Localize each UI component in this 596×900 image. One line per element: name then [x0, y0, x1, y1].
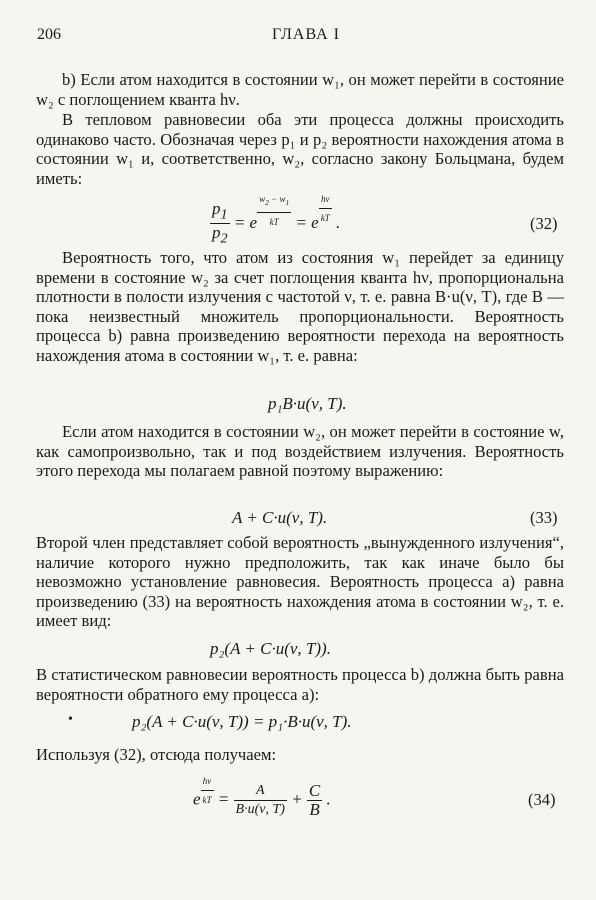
- chapter-title: ГЛАВА I: [272, 26, 340, 43]
- paragraph-2: В тепловом равновесии оба эти процесса должны происходить одинаково часто. Обозначая через p₁ и p₂ вероятности нахождения атома в состоянии w₁ и, соответственно, w₂, согласно закону Больцмана, будем иметь:: [36, 110, 564, 188]
- equation-number-34: (34): [528, 790, 556, 809]
- page-number: 206: [37, 26, 61, 43]
- speck: •: [68, 712, 73, 727]
- paragraph-6: В статистическом равновесии вероятность процесса b) должна быть равна вероятности обратного ему процесса а):: [36, 665, 564, 704]
- paragraph-4: Если атом находится в состоянии w₂, он может перейти в состояние w, как самопроизвольно, так и под воздействием излучения. Вероятность этого перехода мы полагаем равной поэтому выражению:: [36, 422, 564, 481]
- equation-process-a: p₂(A + C·u(ν, T)).: [210, 639, 331, 658]
- equation-32: $\frac{p_1}{p_2}$ = e $^{\frac{w_2 - w_1}{kT}}$ = e $^{\frac{h\nu}{kT}}$ .: [210, 200, 340, 248]
- equation-34: e $^{\frac{h\nu}{kT}}$ = $\frac{A}{B\cdot u(\nu, T)}$ + $\frac{C}{B}$ .: [193, 782, 331, 819]
- paragraph-3: Вероятность того, что атом из состояния w₁ перейдет за единицу времени в состояние w₂ за счет поглощения кванта hν, пропорциональна плотности в полости излучения с частотой ν, т. е. равна B·u(ν, T), где B — пока неизвестный множитель пропорциональности. Вероятность процесса b) равна произведению вероятности перехода на вероятность нахождения атома в состоянии w₁, т. е. равна:: [36, 248, 564, 365]
- paragraph-1: b) Если атом находится в состоянии w₁, он может перейти в состояние w₂ с поглощением кванта hν.: [36, 70, 564, 109]
- equation-number-32: (32): [530, 214, 558, 233]
- equation-number-33: (33): [530, 508, 558, 527]
- equation-33: A + C·u(ν, T).: [232, 508, 328, 527]
- paragraph-5: Второй член представляет собой вероятность „вынужденного излучения“, наличие которого нужно предположить, так как иначе было бы невозможно установление равновесия. Вероятность процесса а) равна произведению (33) на вероятность нахождения атома в состоянии w₂, т. е. имеет вид:: [36, 533, 564, 631]
- paragraph-7: Используя (32), отсюда получаем:: [36, 745, 277, 764]
- equation-balance: p₂(A + C·u(ν, T)) = p₁·B·u(ν, T).: [132, 712, 352, 731]
- equation-process-b: p₁B·u(ν, T).: [268, 394, 347, 413]
